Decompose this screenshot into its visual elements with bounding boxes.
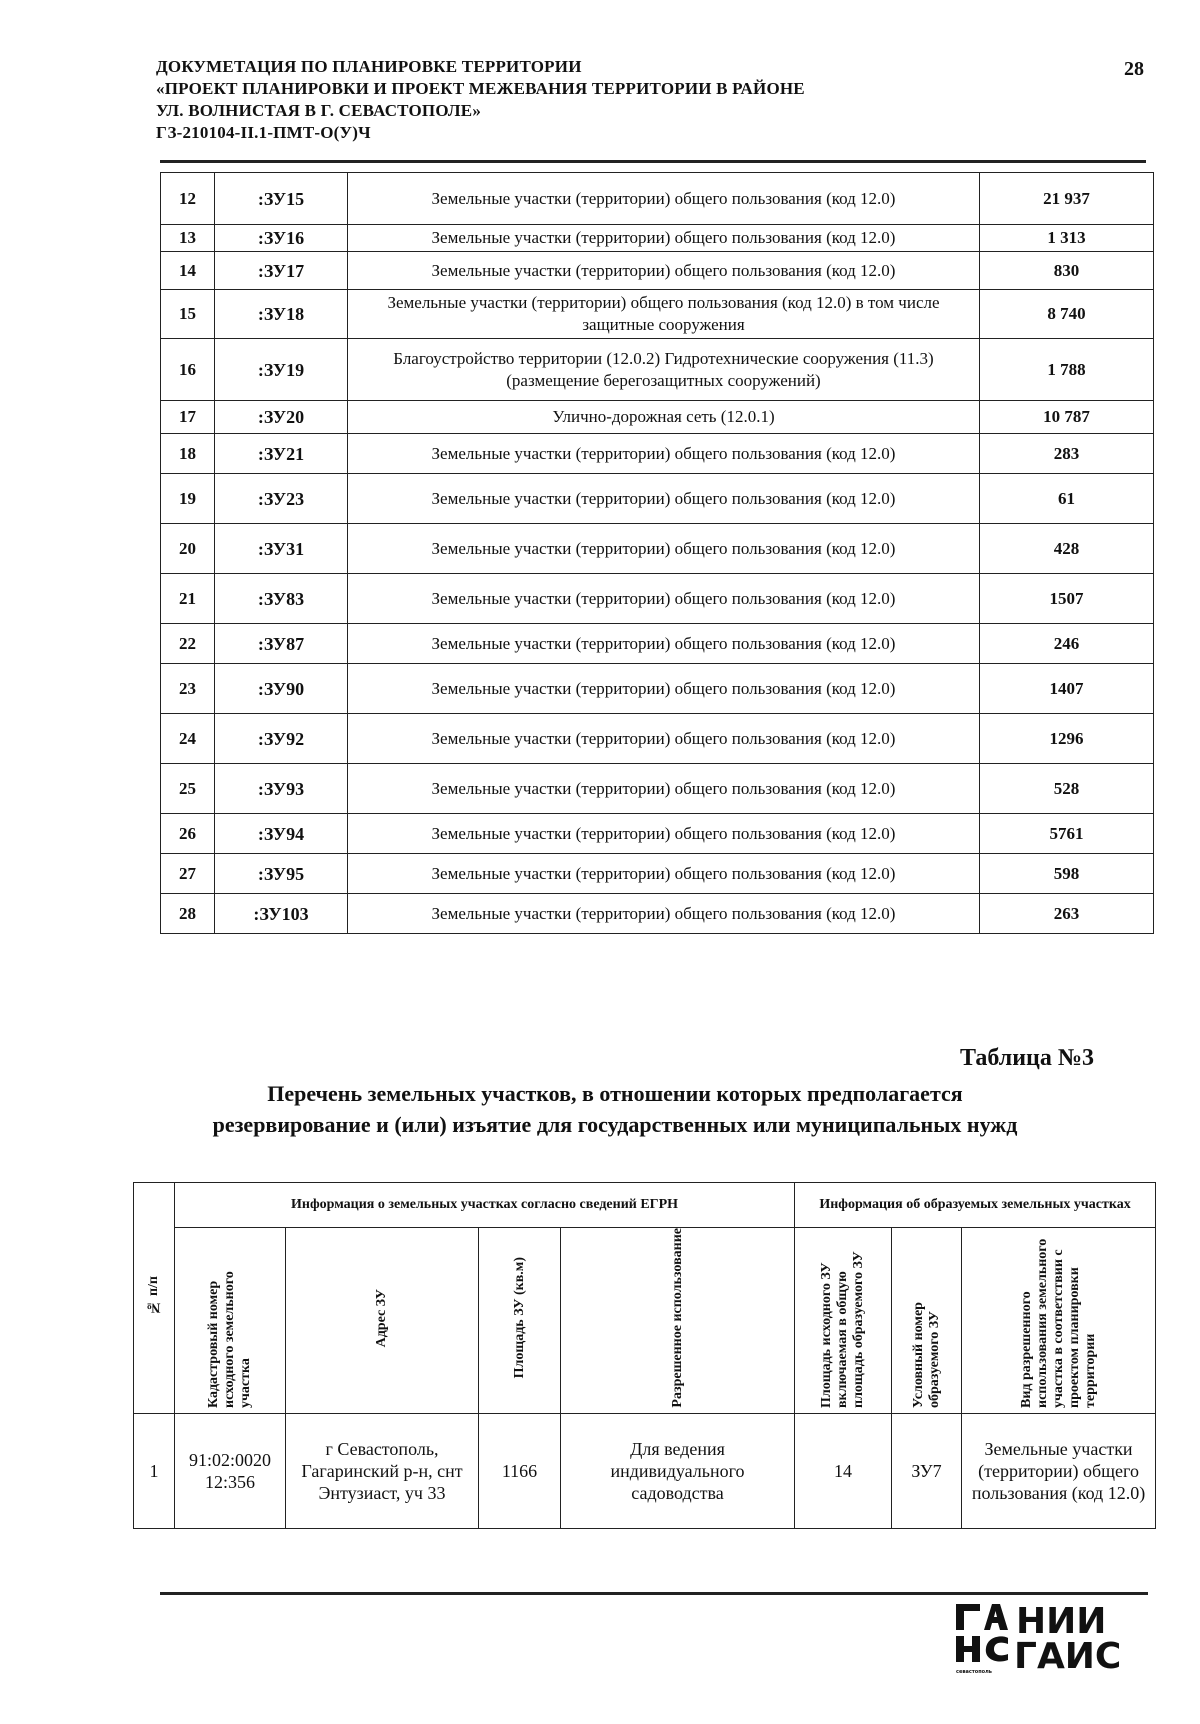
header-conditional-number	[892, 1228, 962, 1414]
header-cadastral-text: Кадастровый номер исходного земельного участка	[206, 1271, 253, 1408]
cell-permitted-use: Земельные участки (территории) общего пользования (код 12.0)	[348, 664, 980, 714]
reservation-table	[133, 1182, 1156, 1529]
cell-permitted-use: Земельные участки (территории) общего пользования (код 12.0)	[348, 814, 980, 854]
cell-plot-code: :ЗУ21	[215, 434, 348, 474]
table-row	[161, 225, 1154, 252]
cell-plot-code: :ЗУ87	[215, 624, 348, 664]
cell-area: 1 313	[980, 225, 1154, 252]
cell-conditional-number: ЗУ7	[892, 1414, 962, 1529]
cell-area: 246	[980, 624, 1154, 664]
cell-area: 8 740	[980, 290, 1154, 339]
land-plots-table	[160, 172, 1154, 934]
cell-area: 528	[980, 764, 1154, 814]
header-line-1: ДОКУМЕТАЦИЯ ПО ПЛАНИРОВКЕ ТЕРРИТОРИИ	[156, 57, 582, 76]
cell-num: 15	[161, 290, 215, 339]
cell-plot-code: :ЗУ92	[215, 714, 348, 764]
cell-plot-code: :ЗУ90	[215, 664, 348, 714]
header-area-text: Площадь ЗУ (кв.м)	[511, 1257, 527, 1379]
cell-area: 830	[980, 252, 1154, 290]
cell-plot-code: :ЗУ20	[215, 401, 348, 434]
header-rule	[160, 160, 1146, 163]
header-area	[479, 1228, 561, 1414]
cell-area: 61	[980, 474, 1154, 524]
cell-num: 22	[161, 624, 215, 664]
cell-permitted-use: Улично-дорожная сеть (12.0.1)	[348, 401, 980, 434]
cell-permitted-use: Земельные участки (территории) общего пользования (код 12.0)	[348, 624, 980, 664]
header-planned-use	[962, 1228, 1156, 1414]
cell-permitted-use: Земельные участки (территории) общего пользования (код 12.0)	[348, 434, 980, 474]
table-row	[161, 894, 1154, 934]
cell-area: 1 788	[980, 339, 1154, 401]
cell-permitted-use: Земельные участки (территории) общего пользования (код 12.0)	[348, 714, 980, 764]
group-new-plots: Информация об образуемых земельных участках	[795, 1183, 1156, 1228]
header-num	[134, 1183, 175, 1414]
cell-plot-code: :ЗУ19	[215, 339, 348, 401]
logo-icon	[954, 1600, 1129, 1680]
cell-num: 16	[161, 339, 215, 401]
cell-plot-code: :ЗУ95	[215, 854, 348, 894]
table-row	[161, 290, 1154, 339]
cell-permitted-use: Земельные участки (территории) общего пользования (код 12.0)	[348, 474, 980, 524]
table-row	[134, 1414, 1156, 1529]
table-row	[161, 664, 1154, 714]
cell-num: 27	[161, 854, 215, 894]
header-permitted-use-text: Разрешенное использование	[669, 1228, 685, 1408]
cell-permitted-use: Земельные участки (территории) общего пользования (код 12.0)	[348, 252, 980, 290]
table3-title-line-1: Перечень земельных участков, в отношении которых предполагается	[267, 1081, 963, 1106]
cell-area: 1166	[479, 1414, 561, 1529]
cell-num: 24	[161, 714, 215, 764]
cell-plot-code: :ЗУ23	[215, 474, 348, 524]
table-row	[161, 401, 1154, 434]
cell-num: 1	[134, 1414, 175, 1529]
group-egrn: Информация о земельных участках согласно сведений ЕГРН	[175, 1183, 795, 1228]
cell-num: 17	[161, 401, 215, 434]
table-row	[161, 714, 1154, 764]
table-row	[161, 854, 1154, 894]
document-header	[156, 56, 1056, 144]
cell-plot-code: :ЗУ17	[215, 252, 348, 290]
header-line-3: УЛ. ВОЛНИСТАЯ В Г. СЕВАСТОПОЛЕ»	[156, 101, 482, 120]
cell-permitted-use: Земельные участки (территории) общего пользования (код 12.0)	[348, 173, 980, 225]
cell-num: 20	[161, 524, 215, 574]
cell-permitted-use: Земельные участки (территории) общего пользования (код 12.0) в том числе защитные сооружения	[348, 290, 980, 339]
nii-gais-logo	[954, 1600, 1129, 1680]
svg-text:севастополь: севастополь	[956, 1669, 992, 1675]
cell-plot-code: :ЗУ93	[215, 764, 348, 814]
cell-area: 1507	[980, 574, 1154, 624]
cell-area: 263	[980, 894, 1154, 934]
header-address	[286, 1228, 479, 1414]
cell-area: 10 787	[980, 401, 1154, 434]
cell-plot-code: :ЗУ94	[215, 814, 348, 854]
cell-num: 26	[161, 814, 215, 854]
svg-text:НИИ: НИИ	[1016, 1601, 1107, 1642]
header-line-2: «ПРОЕКТ ПЛАНИРОВКИ И ПРОЕКТ МЕЖЕВАНИЯ ТЕРРИТОРИИ В РАЙОНЕ	[156, 79, 805, 98]
cell-area: 598	[980, 854, 1154, 894]
cell-area: 21 937	[980, 173, 1154, 225]
header-line-4: ГЗ-210104-II.1-ПМТ-О(У)Ч	[156, 123, 371, 142]
cell-num: 19	[161, 474, 215, 524]
cell-num: 12	[161, 173, 215, 225]
cell-cadastral: 91:02:0020 12:356	[175, 1414, 286, 1529]
page-number: 28	[1124, 58, 1144, 80]
header-planned-use-text: Вид разрешенного использования земельного участка в соответствии с проектом планировки территории	[1018, 1238, 1098, 1408]
cell-planned-use: Земельные участки (территории) общего пользования (код 12.0)	[962, 1414, 1156, 1529]
table-row	[161, 574, 1154, 624]
cell-area: 1296	[980, 714, 1154, 764]
table-row	[161, 814, 1154, 854]
cell-num: 25	[161, 764, 215, 814]
cell-plot-code: :ЗУ103	[215, 894, 348, 934]
header-included-area	[795, 1228, 892, 1414]
header-conditional-number-text: Условный номер образуемого ЗУ	[910, 1302, 942, 1408]
table-row	[161, 173, 1154, 225]
table-row	[161, 524, 1154, 574]
cell-num: 13	[161, 225, 215, 252]
cell-num: 18	[161, 434, 215, 474]
cell-num: 14	[161, 252, 215, 290]
cell-permitted-use: Земельные участки (территории) общего пользования (код 12.0)	[348, 574, 980, 624]
cell-permitted-use: Земельные участки (территории) общего пользования (код 12.0)	[348, 524, 980, 574]
table-row	[161, 764, 1154, 814]
header-num-text: № п/п	[146, 1276, 161, 1315]
table-row	[161, 252, 1154, 290]
cell-num: 23	[161, 664, 215, 714]
cell-plot-code: :ЗУ83	[215, 574, 348, 624]
cell-num: 21	[161, 574, 215, 624]
cell-permitted-use: Земельные участки (территории) общего пользования (код 12.0)	[348, 225, 980, 252]
cell-address: г Севастополь, Гагаринский р-н, снт Энтузиаст, уч 33	[286, 1414, 479, 1529]
cell-area: 5761	[980, 814, 1154, 854]
table-row	[161, 474, 1154, 524]
cell-included-area: 14	[795, 1414, 892, 1529]
cell-area: 283	[980, 434, 1154, 474]
cell-permitted-use: Благоустройство территории (12.0.2) Гидротехнические сооружения (11.3)(размещение берегозащитных сооружений)	[348, 339, 980, 401]
cell-area: 428	[980, 524, 1154, 574]
cell-plot-code: :ЗУ16	[215, 225, 348, 252]
cell-area: 1407	[980, 664, 1154, 714]
cell-permitted-use: Земельные участки (территории) общего пользования (код 12.0)	[348, 894, 980, 934]
table3-label: Таблица №3	[959, 1045, 1094, 1071]
header-included-area-text: Площадь исходного ЗУ включаемая в общую площадь образуемого ЗУ	[819, 1251, 867, 1408]
table3-title-line-2: резервирование и (или) изъятие для государственных или муниципальных нужд	[212, 1112, 1018, 1137]
cell-num: 28	[161, 894, 215, 934]
cell-permitted-use: Земельные участки (территории) общего пользования (код 12.0)	[348, 764, 980, 814]
table3-title	[150, 1078, 1080, 1140]
table-row	[161, 434, 1154, 474]
cell-permitted-use: Земельные участки (территории) общего пользования (код 12.0)	[348, 854, 980, 894]
footer-rule	[160, 1592, 1148, 1595]
cell-plot-code: :ЗУ15	[215, 173, 348, 225]
cell-plot-code: :ЗУ31	[215, 524, 348, 574]
table-row	[161, 339, 1154, 401]
header-permitted-use	[561, 1228, 795, 1414]
table-row	[161, 624, 1154, 664]
header-cadastral	[175, 1228, 286, 1414]
svg-text:ГАИС: ГАИС	[1014, 1636, 1122, 1677]
cell-permitted-use: Для ведения индивидуального садоводства	[561, 1414, 795, 1529]
cell-plot-code: :ЗУ18	[215, 290, 348, 339]
header-address-text: Адрес ЗУ	[374, 1288, 389, 1348]
